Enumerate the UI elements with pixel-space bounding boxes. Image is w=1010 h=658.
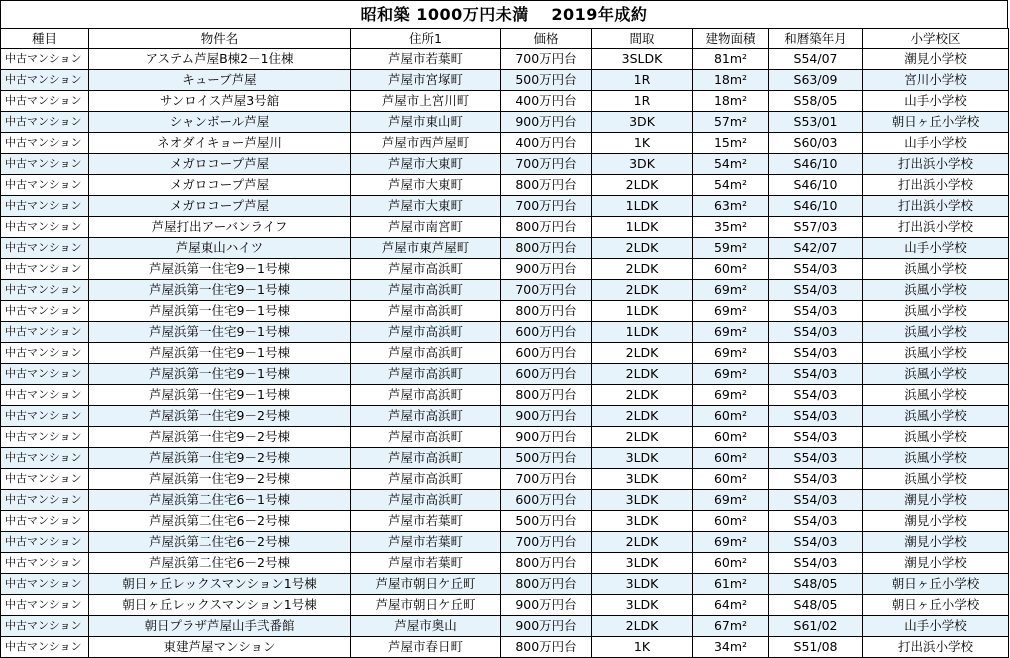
column-header-built-date[interactable]: 和暦築年月 <box>769 29 863 49</box>
floor-area-cell[interactable]: 54m² <box>693 154 769 175</box>
table-row <box>1 196 1009 217</box>
table-row <box>1 364 1009 385</box>
school-district-cell[interactable]: 浜風小学校 <box>863 469 1009 490</box>
type-cell[interactable]: 中古マンション <box>1 112 89 133</box>
column-header-type[interactable]: 種目 <box>1 29 89 49</box>
price-cell[interactable]: 800万円台 <box>501 238 592 259</box>
price-cell[interactable]: 700万円台 <box>501 49 592 70</box>
floor-area-cell[interactable]: 81m² <box>693 49 769 70</box>
layout-cell[interactable]: 3SLDK <box>592 49 693 70</box>
built-date-cell[interactable]: S54/03 <box>769 280 863 301</box>
type-cell[interactable]: 中古マンション <box>1 259 89 280</box>
type-cell[interactable]: 中古マンション <box>1 196 89 217</box>
built-date-cell[interactable]: S46/10 <box>769 175 863 196</box>
property-name-cell[interactable]: 芦屋浜第一住宅9－2号棟 <box>89 406 351 427</box>
address-cell[interactable]: 芦屋市若葉町 <box>351 532 501 553</box>
column-header-price[interactable]: 価格 <box>501 29 592 49</box>
price-cell[interactable]: 700万円台 <box>501 280 592 301</box>
layout-cell[interactable]: 1LDK <box>592 196 693 217</box>
built-date-cell[interactable]: S46/10 <box>769 154 863 175</box>
type-cell[interactable]: 中古マンション <box>1 427 89 448</box>
address-cell[interactable]: 芦屋市高浜町 <box>351 490 501 511</box>
floor-area-cell[interactable]: 69m² <box>693 322 769 343</box>
school-district-cell[interactable]: 浜風小学校 <box>863 448 1009 469</box>
layout-cell[interactable]: 1LDK <box>592 301 693 322</box>
layout-cell[interactable]: 2LDK <box>592 259 693 280</box>
address-cell[interactable]: 芦屋市朝日ケ丘町 <box>351 574 501 595</box>
built-date-cell[interactable]: S54/03 <box>769 532 863 553</box>
property-name-cell[interactable]: 芦屋浜第一住宅9－1号棟 <box>89 259 351 280</box>
table-row <box>1 91 1009 112</box>
floor-area-cell[interactable]: 69m² <box>693 301 769 322</box>
type-cell[interactable]: 中古マンション <box>1 301 89 322</box>
layout-cell[interactable]: 1K <box>592 133 693 154</box>
table-row <box>1 469 1009 490</box>
table-row <box>1 532 1009 553</box>
price-cell[interactable]: 900万円台 <box>501 112 592 133</box>
type-cell[interactable]: 中古マンション <box>1 175 89 196</box>
property-name-cell[interactable]: 芦屋浜第二住宅6－2号棟 <box>89 532 351 553</box>
property-name-cell[interactable]: 芦屋浜第二住宅6－1号棟 <box>89 490 351 511</box>
address-cell[interactable]: 芦屋市大東町 <box>351 196 501 217</box>
property-name-cell[interactable]: アステム芦屋B棟2－1住棟 <box>89 49 351 70</box>
layout-cell[interactable]: 2LDK <box>592 175 693 196</box>
type-cell[interactable]: 中古マンション <box>1 70 89 91</box>
table-row <box>1 49 1009 70</box>
table-row <box>1 574 1009 595</box>
table-row <box>1 238 1009 259</box>
table-row <box>1 448 1009 469</box>
school-district-cell[interactable]: 打出浜小学校 <box>863 217 1009 238</box>
built-date-cell[interactable]: S54/03 <box>769 511 863 532</box>
floor-area-cell[interactable]: 69m² <box>693 385 769 406</box>
address-cell[interactable]: 芦屋市高浜町 <box>351 322 501 343</box>
floor-area-cell[interactable]: 15m² <box>693 133 769 154</box>
floor-area-cell[interactable]: 60m² <box>693 427 769 448</box>
school-district-cell[interactable]: 打出浜小学校 <box>863 175 1009 196</box>
layout-cell[interactable]: 3LDK <box>592 448 693 469</box>
school-district-cell[interactable]: 浜風小学校 <box>863 322 1009 343</box>
layout-cell[interactable]: 3LDK <box>592 553 693 574</box>
built-date-cell[interactable]: S54/03 <box>769 301 863 322</box>
built-date-cell[interactable]: S42/07 <box>769 238 863 259</box>
table-row <box>1 175 1009 196</box>
layout-cell[interactable]: 1LDK <box>592 217 693 238</box>
price-cell[interactable]: 800万円台 <box>501 175 592 196</box>
layout-cell[interactable]: 3LDK <box>592 490 693 511</box>
address-cell[interactable]: 芦屋市高浜町 <box>351 469 501 490</box>
floor-area-cell[interactable]: 60m² <box>693 511 769 532</box>
property-name-cell[interactable]: 芦屋浜第一住宅9－2号棟 <box>89 448 351 469</box>
sheet-title: 昭和築 1000万円未満 2019年成約 <box>0 0 1008 28</box>
property-name-cell[interactable]: 芦屋浜第一住宅9－1号棟 <box>89 385 351 406</box>
price-cell[interactable]: 800万円台 <box>501 637 592 658</box>
floor-area-cell[interactable]: 69m² <box>693 280 769 301</box>
address-cell[interactable]: 芦屋市朝日ケ丘町 <box>351 595 501 616</box>
price-cell[interactable]: 400万円台 <box>501 91 592 112</box>
floor-area-cell[interactable]: 69m² <box>693 532 769 553</box>
property-name-cell[interactable]: メガロコープ芦屋 <box>89 196 351 217</box>
layout-cell[interactable]: 1K <box>592 637 693 658</box>
floor-area-cell[interactable]: 60m² <box>693 259 769 280</box>
layout-cell[interactable]: 2LDK <box>592 427 693 448</box>
property-name-cell[interactable]: 芦屋浜第一住宅9－1号棟 <box>89 322 351 343</box>
school-district-cell[interactable]: 宮川小学校 <box>863 70 1009 91</box>
address-cell[interactable]: 芦屋市高浜町 <box>351 259 501 280</box>
built-date-cell[interactable]: S48/05 <box>769 595 863 616</box>
address-cell[interactable]: 芦屋市奥山 <box>351 616 501 637</box>
property-name-cell[interactable]: 朝日プラザ芦屋山手弐番館 <box>89 616 351 637</box>
price-cell[interactable]: 700万円台 <box>501 154 592 175</box>
layout-cell[interactable]: 1LDK <box>592 322 693 343</box>
layout-cell[interactable]: 2LDK <box>592 406 693 427</box>
type-cell[interactable]: 中古マンション <box>1 133 89 154</box>
school-district-cell[interactable]: 浜風小学校 <box>863 427 1009 448</box>
price-cell[interactable]: 900万円台 <box>501 616 592 637</box>
table-row <box>1 385 1009 406</box>
table-row <box>1 406 1009 427</box>
price-cell[interactable]: 600万円台 <box>501 322 592 343</box>
floor-area-cell[interactable]: 67m² <box>693 616 769 637</box>
floor-area-cell[interactable]: 69m² <box>693 364 769 385</box>
built-date-cell[interactable]: S57/03 <box>769 217 863 238</box>
layout-cell[interactable]: 2LDK <box>592 532 693 553</box>
price-cell[interactable]: 400万円台 <box>501 133 592 154</box>
address-cell[interactable]: 芦屋市東山町 <box>351 112 501 133</box>
address-cell[interactable]: 芦屋市南宮町 <box>351 217 501 238</box>
price-cell[interactable]: 600万円台 <box>501 490 592 511</box>
school-district-cell[interactable]: 打出浜小学校 <box>863 637 1009 658</box>
type-cell[interactable]: 中古マンション <box>1 322 89 343</box>
school-district-cell[interactable]: 浜風小学校 <box>863 364 1009 385</box>
school-district-cell[interactable]: 浜風小学校 <box>863 343 1009 364</box>
price-cell[interactable]: 700万円台 <box>501 469 592 490</box>
type-cell[interactable]: 中古マンション <box>1 616 89 637</box>
floor-area-cell[interactable]: 34m² <box>693 637 769 658</box>
floor-area-cell[interactable]: 69m² <box>693 343 769 364</box>
property-name-cell[interactable]: 芦屋浜第二住宅6－2号棟 <box>89 553 351 574</box>
table-row <box>1 322 1009 343</box>
table-row <box>1 616 1009 637</box>
school-district-cell[interactable]: 山手小学校 <box>863 238 1009 259</box>
price-cell[interactable]: 800万円台 <box>501 301 592 322</box>
floor-area-cell[interactable]: 54m² <box>693 175 769 196</box>
layout-cell[interactable]: 1R <box>592 91 693 112</box>
floor-area-cell[interactable]: 35m² <box>693 217 769 238</box>
school-district-cell[interactable]: 潮見小学校 <box>863 511 1009 532</box>
type-cell[interactable]: 中古マンション <box>1 217 89 238</box>
table-row <box>1 280 1009 301</box>
table-row <box>1 511 1009 532</box>
built-date-cell[interactable]: S46/10 <box>769 196 863 217</box>
school-district-cell[interactable]: 浜風小学校 <box>863 406 1009 427</box>
property-name-cell[interactable]: 芦屋浜第一住宅9－1号棟 <box>89 364 351 385</box>
address-cell[interactable]: 芦屋市若葉町 <box>351 511 501 532</box>
layout-cell[interactable]: 3DK <box>592 154 693 175</box>
school-district-cell[interactable]: 浜風小学校 <box>863 301 1009 322</box>
built-date-cell[interactable]: S54/03 <box>769 553 863 574</box>
address-cell[interactable]: 芦屋市高浜町 <box>351 280 501 301</box>
layout-cell[interactable]: 3LDK <box>592 574 693 595</box>
type-cell[interactable]: 中古マンション <box>1 91 89 112</box>
price-cell[interactable]: 500万円台 <box>501 448 592 469</box>
property-name-cell[interactable]: 芦屋浜第一住宅9－2号棟 <box>89 427 351 448</box>
table-row <box>1 217 1009 238</box>
property-name-cell[interactable]: 東建芦屋マンション <box>89 637 351 658</box>
school-district-cell[interactable]: 朝日ヶ丘小学校 <box>863 595 1009 616</box>
floor-area-cell[interactable]: 64m² <box>693 595 769 616</box>
address-cell[interactable]: 芦屋市高浜町 <box>351 448 501 469</box>
floor-area-cell[interactable]: 60m² <box>693 448 769 469</box>
type-cell[interactable]: 中古マンション <box>1 364 89 385</box>
price-cell[interactable]: 500万円台 <box>501 70 592 91</box>
floor-area-cell[interactable]: 61m² <box>693 574 769 595</box>
listing-table <box>0 28 1009 658</box>
school-district-cell[interactable]: 浜風小学校 <box>863 280 1009 301</box>
property-name-cell[interactable]: メガロコープ芦屋 <box>89 175 351 196</box>
table-row <box>1 133 1009 154</box>
address-cell[interactable]: 芦屋市東芦屋町 <box>351 238 501 259</box>
built-date-cell[interactable]: S54/03 <box>769 469 863 490</box>
school-district-cell[interactable]: 朝日ヶ丘小学校 <box>863 574 1009 595</box>
address-cell[interactable]: 芦屋市高浜町 <box>351 427 501 448</box>
layout-cell[interactable]: 3LDK <box>592 469 693 490</box>
school-district-cell[interactable]: 山手小学校 <box>863 616 1009 637</box>
built-date-cell[interactable]: S54/03 <box>769 448 863 469</box>
table-row <box>1 343 1009 364</box>
price-cell[interactable]: 800万円台 <box>501 385 592 406</box>
table-row <box>1 490 1009 511</box>
layout-cell[interactable]: 3DK <box>592 112 693 133</box>
built-date-cell[interactable]: S54/03 <box>769 427 863 448</box>
school-district-cell[interactable]: 打出浜小学校 <box>863 154 1009 175</box>
layout-cell[interactable]: 2LDK <box>592 280 693 301</box>
type-cell[interactable]: 中古マンション <box>1 469 89 490</box>
column-header-property-name[interactable]: 物件名 <box>89 29 351 49</box>
property-name-cell[interactable]: ネオダイキョー芦屋川 <box>89 133 351 154</box>
school-district-cell[interactable]: 朝日ヶ丘小学校 <box>863 112 1009 133</box>
layout-cell[interactable]: 2LDK <box>592 238 693 259</box>
school-district-cell[interactable]: 山手小学校 <box>863 133 1009 154</box>
built-date-cell[interactable]: S53/01 <box>769 112 863 133</box>
price-cell[interactable]: 900万円台 <box>501 595 592 616</box>
built-date-cell[interactable]: S48/05 <box>769 574 863 595</box>
property-name-cell[interactable]: 芦屋東山ハイツ <box>89 238 351 259</box>
type-cell[interactable]: 中古マンション <box>1 574 89 595</box>
type-cell[interactable]: 中古マンション <box>1 595 89 616</box>
table-row <box>1 154 1009 175</box>
built-date-cell[interactable]: S63/09 <box>769 70 863 91</box>
type-cell[interactable]: 中古マンション <box>1 49 89 70</box>
floor-area-cell[interactable]: 18m² <box>693 70 769 91</box>
school-district-cell[interactable]: 山手小学校 <box>863 91 1009 112</box>
address-cell[interactable]: 芦屋市高浜町 <box>351 343 501 364</box>
table-row <box>1 259 1009 280</box>
address-cell[interactable]: 芦屋市高浜町 <box>351 364 501 385</box>
column-header-school-district[interactable]: 小学校区 <box>863 29 1009 49</box>
address-cell[interactable]: 芦屋市春日町 <box>351 637 501 658</box>
property-name-cell[interactable]: 芦屋浜第一住宅9－1号棟 <box>89 343 351 364</box>
table-row <box>1 553 1009 574</box>
header-row <box>1 29 1009 49</box>
column-header-address[interactable]: 住所1 <box>351 29 501 49</box>
school-district-cell[interactable]: 潮見小学校 <box>863 532 1009 553</box>
type-cell[interactable]: 中古マンション <box>1 385 89 406</box>
address-cell[interactable]: 芦屋市若葉町 <box>351 49 501 70</box>
price-cell[interactable]: 800万円台 <box>501 217 592 238</box>
address-cell[interactable]: 芦屋市大東町 <box>351 154 501 175</box>
property-name-cell[interactable]: サンロイス芦屋3号舘 <box>89 91 351 112</box>
type-cell[interactable]: 中古マンション <box>1 343 89 364</box>
price-cell[interactable]: 900万円台 <box>501 259 592 280</box>
school-district-cell[interactable]: 潮見小学校 <box>863 49 1009 70</box>
price-cell[interactable]: 800万円台 <box>501 574 592 595</box>
built-date-cell[interactable]: S54/03 <box>769 322 863 343</box>
school-district-cell[interactable]: 浜風小学校 <box>863 385 1009 406</box>
price-cell[interactable]: 700万円台 <box>501 532 592 553</box>
address-cell[interactable]: 芦屋市高浜町 <box>351 301 501 322</box>
type-cell[interactable]: 中古マンション <box>1 448 89 469</box>
address-cell[interactable]: 芦屋市若葉町 <box>351 553 501 574</box>
floor-area-cell[interactable]: 60m² <box>693 406 769 427</box>
address-cell[interactable]: 芦屋市大東町 <box>351 175 501 196</box>
property-name-cell[interactable]: 朝日ヶ丘レックスマンション1号棟 <box>89 574 351 595</box>
property-name-cell[interactable]: 芦屋打出アーバンライフ <box>89 217 351 238</box>
layout-cell[interactable]: 2LDK <box>592 343 693 364</box>
built-date-cell[interactable]: S54/07 <box>769 49 863 70</box>
layout-cell[interactable]: 3LDK <box>592 595 693 616</box>
built-date-cell[interactable]: S54/03 <box>769 364 863 385</box>
layout-cell[interactable]: 3LDK <box>592 511 693 532</box>
table-row <box>1 301 1009 322</box>
property-name-cell[interactable]: 芦屋浜第一住宅9－2号棟 <box>89 469 351 490</box>
price-cell[interactable]: 800万円台 <box>501 553 592 574</box>
address-cell[interactable]: 芦屋市西芦屋町 <box>351 133 501 154</box>
table-row <box>1 112 1009 133</box>
type-cell[interactable]: 中古マンション <box>1 511 89 532</box>
price-cell[interactable]: 700万円台 <box>501 196 592 217</box>
floor-area-cell[interactable]: 69m² <box>693 490 769 511</box>
column-header-floor-area[interactable]: 建物面積 <box>693 29 769 49</box>
type-cell[interactable]: 中古マンション <box>1 154 89 175</box>
address-cell[interactable]: 芦屋市高浜町 <box>351 406 501 427</box>
layout-cell[interactable]: 1R <box>592 70 693 91</box>
price-cell[interactable]: 900万円台 <box>501 406 592 427</box>
type-cell[interactable]: 中古マンション <box>1 553 89 574</box>
property-name-cell[interactable]: 芦屋浜第一住宅9－1号棟 <box>89 301 351 322</box>
address-cell[interactable]: 芦屋市上宮川町 <box>351 91 501 112</box>
built-date-cell[interactable]: S61/02 <box>769 616 863 637</box>
floor-area-cell[interactable]: 63m² <box>693 196 769 217</box>
property-name-cell[interactable]: 芦屋浜第一住宅9－1号棟 <box>89 280 351 301</box>
price-cell[interactable]: 600万円台 <box>501 343 592 364</box>
floor-area-cell[interactable]: 57m² <box>693 112 769 133</box>
school-district-cell[interactable]: 浜風小学校 <box>863 259 1009 280</box>
built-date-cell[interactable]: S54/03 <box>769 385 863 406</box>
type-cell[interactable]: 中古マンション <box>1 238 89 259</box>
type-cell[interactable]: 中古マンション <box>1 490 89 511</box>
property-name-cell[interactable]: 芦屋浜第二住宅6－2号棟 <box>89 511 351 532</box>
built-date-cell[interactable]: S54/03 <box>769 259 863 280</box>
school-district-cell[interactable]: 潮見小学校 <box>863 490 1009 511</box>
type-cell[interactable]: 中古マンション <box>1 637 89 658</box>
table-row <box>1 70 1009 91</box>
table-row <box>1 427 1009 448</box>
built-date-cell[interactable]: S54/03 <box>769 490 863 511</box>
type-cell[interactable]: 中古マンション <box>1 280 89 301</box>
column-header-layout[interactable]: 間取 <box>592 29 693 49</box>
built-date-cell[interactable]: S51/08 <box>769 637 863 658</box>
property-name-cell[interactable]: 朝日ヶ丘レックスマンション1号棟 <box>89 595 351 616</box>
floor-area-cell[interactable]: 60m² <box>693 553 769 574</box>
type-cell[interactable]: 中古マンション <box>1 406 89 427</box>
address-cell[interactable]: 芦屋市高浜町 <box>351 385 501 406</box>
layout-cell[interactable]: 2LDK <box>592 385 693 406</box>
address-cell[interactable]: 芦屋市宮塚町 <box>351 70 501 91</box>
table-row <box>1 595 1009 616</box>
property-name-cell[interactable]: キューブ芦屋 <box>89 70 351 91</box>
price-cell[interactable]: 900万円台 <box>501 427 592 448</box>
floor-area-cell[interactable]: 59m² <box>693 238 769 259</box>
school-district-cell[interactable]: 打出浜小学校 <box>863 196 1009 217</box>
floor-area-cell[interactable]: 18m² <box>693 91 769 112</box>
built-date-cell[interactable]: S54/03 <box>769 343 863 364</box>
property-name-cell[interactable]: メガロコープ芦屋 <box>89 154 351 175</box>
table-row <box>1 637 1009 658</box>
property-name-cell[interactable]: シャンボール芦屋 <box>89 112 351 133</box>
layout-cell[interactable]: 2LDK <box>592 364 693 385</box>
floor-area-cell[interactable]: 60m² <box>693 469 769 490</box>
type-cell[interactable]: 中古マンション <box>1 532 89 553</box>
school-district-cell[interactable]: 潮見小学校 <box>863 553 1009 574</box>
price-cell[interactable]: 600万円台 <box>501 364 592 385</box>
layout-cell[interactable]: 2LDK <box>592 616 693 637</box>
price-cell[interactable]: 500万円台 <box>501 511 592 532</box>
built-date-cell[interactable]: S54/03 <box>769 406 863 427</box>
built-date-cell[interactable]: S58/05 <box>769 91 863 112</box>
table-body <box>1 49 1009 658</box>
built-date-cell[interactable]: S60/03 <box>769 133 863 154</box>
